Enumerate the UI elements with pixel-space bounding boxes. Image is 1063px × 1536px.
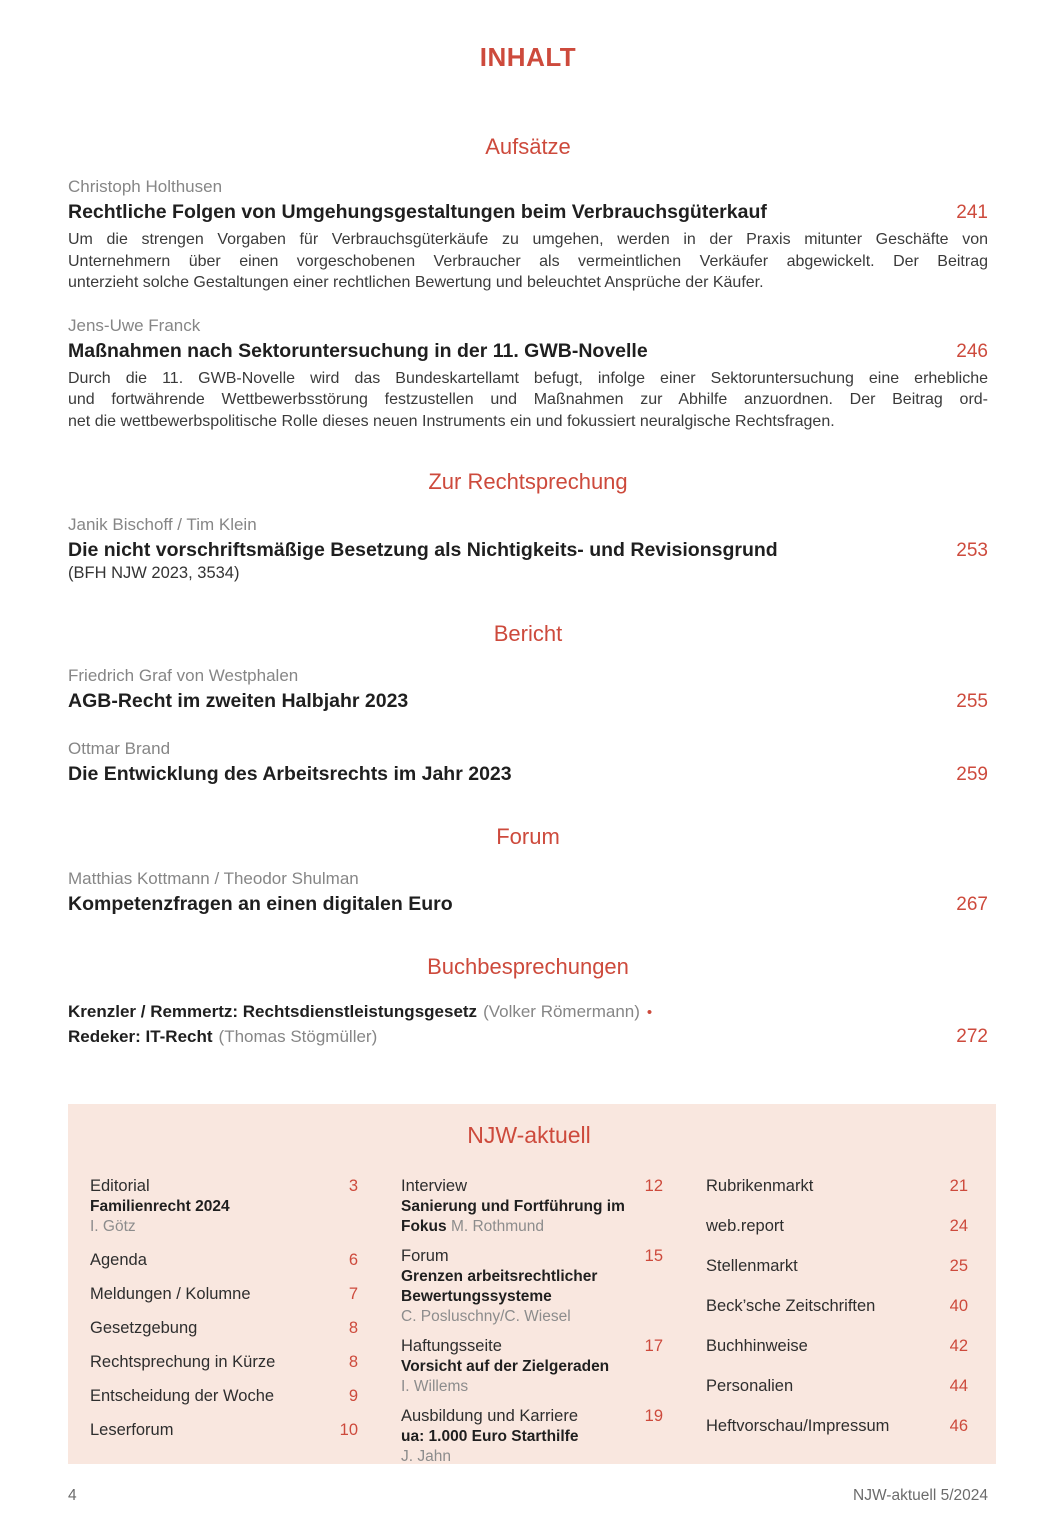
rubric-label: Forum bbox=[401, 1247, 449, 1265]
description-line: Durch die 11. GWB-Novelle wird das Bundeskartellamt befugt, infolge einer Sektoruntersuchung eine erhebliche bbox=[68, 369, 988, 387]
rubric-subtitle: Grenzen arbeitsrechtlicher Bewertungssysteme bbox=[401, 1268, 598, 1305]
section-heading-forum: Forum bbox=[496, 824, 560, 849]
rubric-label: Agenda bbox=[90, 1251, 147, 1269]
rubric-item-becksche-zeitschriften bbox=[706, 1296, 968, 1317]
rubric-label: Rubrikenmarkt bbox=[706, 1177, 814, 1195]
section-heading-aufsaetze: Aufsätze bbox=[485, 134, 571, 159]
entry-title-row bbox=[68, 200, 988, 225]
entry-page-number: 253 bbox=[956, 540, 988, 561]
rubric-author: I. Götz bbox=[90, 1218, 136, 1235]
toc-entry bbox=[68, 738, 988, 787]
rubric-item-web-report bbox=[706, 1216, 968, 1237]
rubric-item-haftungsseite bbox=[401, 1336, 663, 1397]
rubric-item-personalien bbox=[706, 1376, 968, 1397]
rubric-author: I. Willems bbox=[401, 1378, 469, 1395]
rubric-subtitle: Vorsicht auf der Zielgeraden bbox=[401, 1358, 610, 1375]
rubric-page-number: 17 bbox=[644, 1337, 663, 1355]
rubric-label: Interview bbox=[401, 1177, 468, 1195]
entry-author: Christoph Holthusen bbox=[68, 177, 223, 196]
rubric-page-number: 7 bbox=[348, 1285, 358, 1303]
page-footer bbox=[68, 1485, 988, 1506]
toc-entry bbox=[68, 315, 988, 433]
entry-author: Friedrich Graf von Westphalen bbox=[68, 666, 299, 685]
entry-title: Kompetenzfragen an einen digitalen Euro bbox=[68, 893, 453, 915]
toc-entry bbox=[68, 665, 988, 714]
rubric-item-gesetzgebung bbox=[90, 1318, 358, 1339]
rubric-item-interview bbox=[401, 1176, 663, 1237]
rubric-author: C. Posluschny/C. Wiesel bbox=[401, 1308, 571, 1325]
njw-column-2 bbox=[401, 1176, 663, 1476]
rubric-item-entscheidung-der-woche bbox=[90, 1386, 358, 1407]
rubric-author: J. Jahn bbox=[401, 1448, 451, 1465]
description-line: Um die strengen Vorgaben für Verbrauchsgüterkäufe zu umgehen, werden in der Praxis mitunter Geschäfte von bbox=[68, 231, 988, 248]
entry-page-number: 255 bbox=[956, 691, 988, 712]
rubric-page-number: 24 bbox=[949, 1217, 968, 1235]
entry-page-number: 241 bbox=[956, 202, 988, 223]
rubric-page-number: 8 bbox=[348, 1319, 358, 1337]
section-heading-bericht: Bericht bbox=[493, 621, 563, 646]
rubric-label: Entscheidung der Woche bbox=[90, 1387, 275, 1405]
toc-entry bbox=[68, 514, 988, 584]
rubric-label: Haftungsseite bbox=[401, 1337, 502, 1355]
entry-title-row bbox=[68, 538, 988, 563]
review-reviewer: (Thomas Stögmüller) bbox=[218, 1027, 378, 1046]
section-heading-zur-rechtsprechung: Zur Rechtsprechung bbox=[428, 469, 628, 494]
toc-entry bbox=[68, 868, 988, 917]
review-item bbox=[68, 1000, 988, 1025]
rubric-label: Gesetzgebung bbox=[90, 1319, 198, 1337]
rubric-label: Rechtsprechung in Kürze bbox=[90, 1353, 276, 1371]
rubric-page-number: 12 bbox=[644, 1177, 663, 1195]
rubric-page-number: 10 bbox=[339, 1421, 358, 1439]
rubric-page-number: 44 bbox=[949, 1377, 968, 1395]
entry-author: Matthias Kottmann / Theodor Shulman bbox=[68, 869, 359, 888]
rubric-label: Stellenmarkt bbox=[706, 1257, 798, 1275]
rubric-page-number: 21 bbox=[949, 1177, 968, 1195]
rubric-label: Meldungen / Kolumne bbox=[90, 1285, 251, 1303]
footer-page-number: 4 bbox=[68, 1487, 77, 1504]
entry-title: Maßnahmen nach Sektoruntersuchung in der 11. GWB-Novelle bbox=[68, 339, 648, 362]
entry-title: Die nicht vorschriftsmäßige Besetzung als Nichtigkeits- und Revisionsgrund bbox=[68, 539, 778, 561]
rubric-page-number: 8 bbox=[348, 1353, 358, 1371]
rubric-label: Beck’sche Zeitschriften bbox=[706, 1297, 876, 1315]
rubric-label: Leserforum bbox=[90, 1421, 174, 1439]
entry-page-number: 267 bbox=[956, 894, 988, 915]
entry-description bbox=[68, 229, 988, 294]
rubric-subtitle: Sanierung und Fortführung im Fokus bbox=[401, 1198, 625, 1235]
review-work: Redeker: IT-Recht bbox=[68, 1027, 213, 1046]
description-line: unterzieht solche Gestaltungen einer rechtlichen Bewertung und beleuchtet Ansprüche der Käufer. bbox=[68, 274, 764, 291]
entry-title: Rechtliche Folgen von Umgehungsgestaltungen beim Verbrauchsgüterkauf bbox=[68, 201, 767, 223]
rubric-page-number: 46 bbox=[949, 1417, 968, 1435]
rubric-page-number: 25 bbox=[949, 1257, 968, 1275]
section-heading-buchbesprechungen: Buchbesprechungen bbox=[427, 954, 629, 979]
toc-entry bbox=[68, 176, 988, 294]
njw-aktuell-box bbox=[68, 1104, 996, 1464]
rubric-page-number: 3 bbox=[348, 1177, 358, 1195]
njw-column-3 bbox=[706, 1176, 968, 1476]
entry-author: Janik Bischoff / Tim Klein bbox=[68, 515, 257, 534]
rubric-item-stellenmarkt bbox=[706, 1256, 968, 1277]
rubric-label: Editorial bbox=[90, 1177, 150, 1195]
review-page-number: 272 bbox=[956, 1026, 988, 1047]
rubric-item-forum bbox=[401, 1246, 663, 1327]
rubric-label: Personalien bbox=[706, 1377, 794, 1395]
entry-title-row bbox=[68, 689, 988, 714]
rubric-subtitle: ua: 1.000 Euro Starthilfe bbox=[401, 1428, 579, 1445]
entry-author: Ottmar Brand bbox=[68, 739, 171, 758]
entry-title-row bbox=[68, 892, 988, 917]
entry-author: Jens-Uwe Franck bbox=[68, 315, 201, 335]
rubric-label: Buchhinweise bbox=[706, 1337, 808, 1355]
entry-title: Die Entwicklung des Arbeitsrechts im Jahr 2023 bbox=[68, 763, 512, 785]
entry-page-number: 246 bbox=[956, 340, 988, 362]
rubric-item-editorial bbox=[90, 1176, 358, 1237]
rubric-item-agenda bbox=[90, 1250, 358, 1271]
entry-title-row bbox=[68, 762, 988, 787]
rubric-item-leserforum bbox=[90, 1420, 358, 1441]
rubric-page-number: 42 bbox=[949, 1337, 968, 1355]
rubric-page-number: 19 bbox=[644, 1407, 663, 1425]
rubric-item-heftvorschau-impressum bbox=[706, 1416, 968, 1437]
rubric-item-ausbildung-und-karriere bbox=[401, 1406, 663, 1467]
rubric-page-number: 6 bbox=[348, 1251, 358, 1269]
rubric-label: Ausbildung und Karriere bbox=[401, 1407, 579, 1425]
njw-aktuell-columns bbox=[90, 1176, 968, 1476]
rubric-page-number: 15 bbox=[644, 1247, 663, 1265]
rubric-page-number: 9 bbox=[348, 1387, 358, 1405]
njw-column-1 bbox=[90, 1176, 358, 1476]
review-work: Krenzler / Remmertz: Rechtsdienstleistungsgesetz bbox=[68, 1002, 478, 1021]
description-line: Unternehmern über einen vorgeschobenen Verbraucher als vermeintlichen Verkäufer abgewickelt. Der Beitrag bbox=[68, 252, 988, 270]
rubric-page-number: 40 bbox=[949, 1297, 968, 1315]
rubric-item-meldungen-kolumne bbox=[90, 1284, 358, 1305]
review-item bbox=[68, 1025, 988, 1049]
rubric-label: web.report bbox=[706, 1217, 784, 1235]
rubric-label: Heftvorschau/Impressum bbox=[706, 1417, 890, 1435]
description-line: net die wettbewerbspolitische Rolle dieses neuen Instruments ein und fokussiert neuralgische Rechtsfragen. bbox=[68, 412, 835, 430]
review-separator-bullet: • bbox=[646, 1004, 653, 1021]
njw-aktuell-title: NJW-aktuell bbox=[467, 1122, 591, 1148]
rubric-author: M. Rothmund bbox=[450, 1218, 545, 1235]
review-reviewer: (Volker Römermann) bbox=[483, 1002, 640, 1021]
entry-subtitle: (BFH NJW 2023, 3534) bbox=[68, 564, 240, 582]
entry-title: AGB-Recht im zweiten Halbjahr 2023 bbox=[68, 690, 409, 712]
entry-title-row bbox=[68, 339, 988, 364]
description-line: und fortwährende Wettbewerbsstörung festzustellen und Maßnahmen zur Abhilfe anzuordnen. Der Beitrag ord- bbox=[68, 391, 988, 408]
entry-page-number: 259 bbox=[956, 764, 988, 785]
rubric-item-rechtsprechung-in-kuerze bbox=[90, 1352, 358, 1373]
rubric-item-buchhinweise bbox=[706, 1336, 968, 1357]
rubric-subtitle: Familienrecht 2024 bbox=[90, 1198, 230, 1215]
entry-description bbox=[68, 368, 988, 433]
page-title: INHALT bbox=[479, 42, 577, 72]
rubric-item-rubrikenmarkt bbox=[706, 1176, 968, 1197]
footer-issue-label: NJW-aktuell 5/2024 bbox=[853, 1487, 988, 1504]
